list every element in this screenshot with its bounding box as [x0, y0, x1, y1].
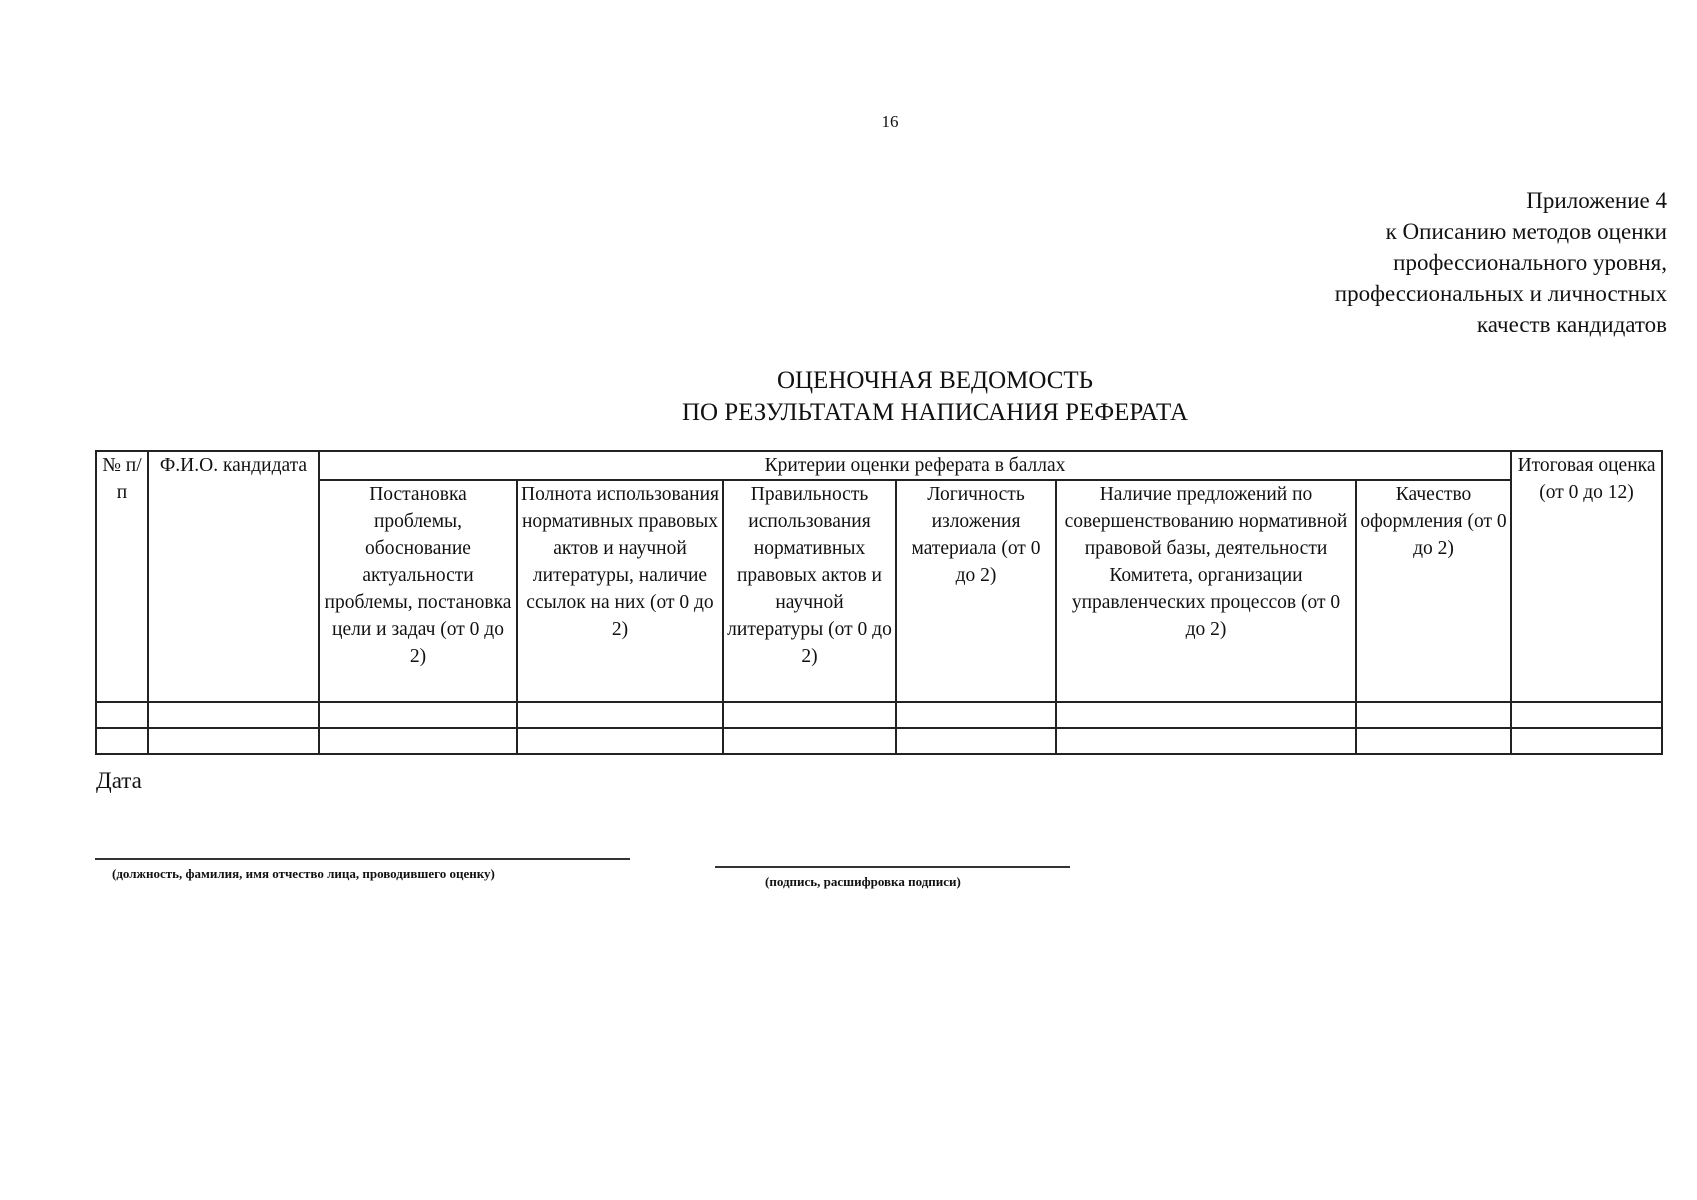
total-column-header: Итоговая оценка (от 0 до 12)	[1511, 451, 1662, 702]
table-cell	[517, 702, 723, 728]
table-cell	[1511, 728, 1662, 754]
appendix-line: профессиональных и личностных	[1334, 281, 1667, 306]
table-cell	[148, 702, 319, 728]
table-row	[96, 728, 1662, 754]
page-number: 16	[881, 112, 899, 131]
criteria-group-header: Критерии оценки реферата в баллах	[319, 451, 1511, 480]
position-signature-line	[95, 858, 630, 860]
appendix-line: к Описанию методов оценки	[1385, 219, 1667, 244]
table-cell	[896, 728, 1056, 754]
table-cell	[319, 702, 517, 728]
table-cell	[896, 702, 1056, 728]
appendix-line: Приложение 4	[1526, 188, 1667, 213]
criterion-header: Полнота использования нормативных правовых актов и научной литературы, наличие ссылок на них (от 0 до 2)	[517, 480, 723, 702]
criterion-header: Постановка проблемы, обоснование актуальности проблемы, постановка цели и задач (от 0 до 2)	[319, 480, 517, 702]
signature-caption: (подпись, расшифровка подписи)	[765, 874, 961, 889]
title-line: ОЦЕНОЧНАЯ ВЕДОМОСТЬ	[776, 367, 1094, 394]
evaluation-table	[95, 450, 1663, 755]
criterion-header: Наличие предложений по совершенствованию нормативной правовой базы, деятельности Комитета, организации управленческих процессов (от 0 до 2)	[1056, 480, 1356, 702]
table-cell	[1356, 702, 1511, 728]
title-line: ПО РЕЗУЛЬТАТАМ НАПИСАНИЯ РЕФЕРАТА	[681, 399, 1189, 426]
appendix-line: профессионального уровня,	[1393, 250, 1667, 275]
table-cell	[723, 702, 896, 728]
criterion-header: Логичность изложения материала (от 0 до 2)	[896, 480, 1056, 702]
position-caption: (должность, фамилия, имя отчество лица, проводившего оценку)	[112, 866, 495, 881]
header-row-1	[96, 451, 1662, 480]
table-cell	[148, 728, 319, 754]
date-label: Дата	[96, 768, 142, 793]
table-cell	[1056, 702, 1356, 728]
table-cell	[1511, 702, 1662, 728]
appendix-note	[1335, 185, 1667, 340]
criterion-header: Правильность использования нормативных правовых актов и научной литературы (от 0 до 2)	[723, 480, 896, 702]
table-cell	[723, 728, 896, 754]
number-column-header: № п/п	[96, 451, 148, 702]
header-row-2	[96, 480, 1662, 702]
signature-line	[715, 866, 1070, 868]
name-column-header: Ф.И.О. кандидата	[148, 451, 319, 702]
table-cell	[96, 702, 148, 728]
table-row	[96, 702, 1662, 728]
table-cell	[1056, 728, 1356, 754]
table-cell	[517, 728, 723, 754]
table-cell	[319, 728, 517, 754]
appendix-line: качеств кандидатов	[1476, 312, 1667, 337]
document-title	[600, 365, 1270, 429]
table-cell	[96, 728, 148, 754]
criterion-header: Качество оформления (от 0 до 2)	[1356, 480, 1511, 702]
table-cell	[1356, 728, 1511, 754]
